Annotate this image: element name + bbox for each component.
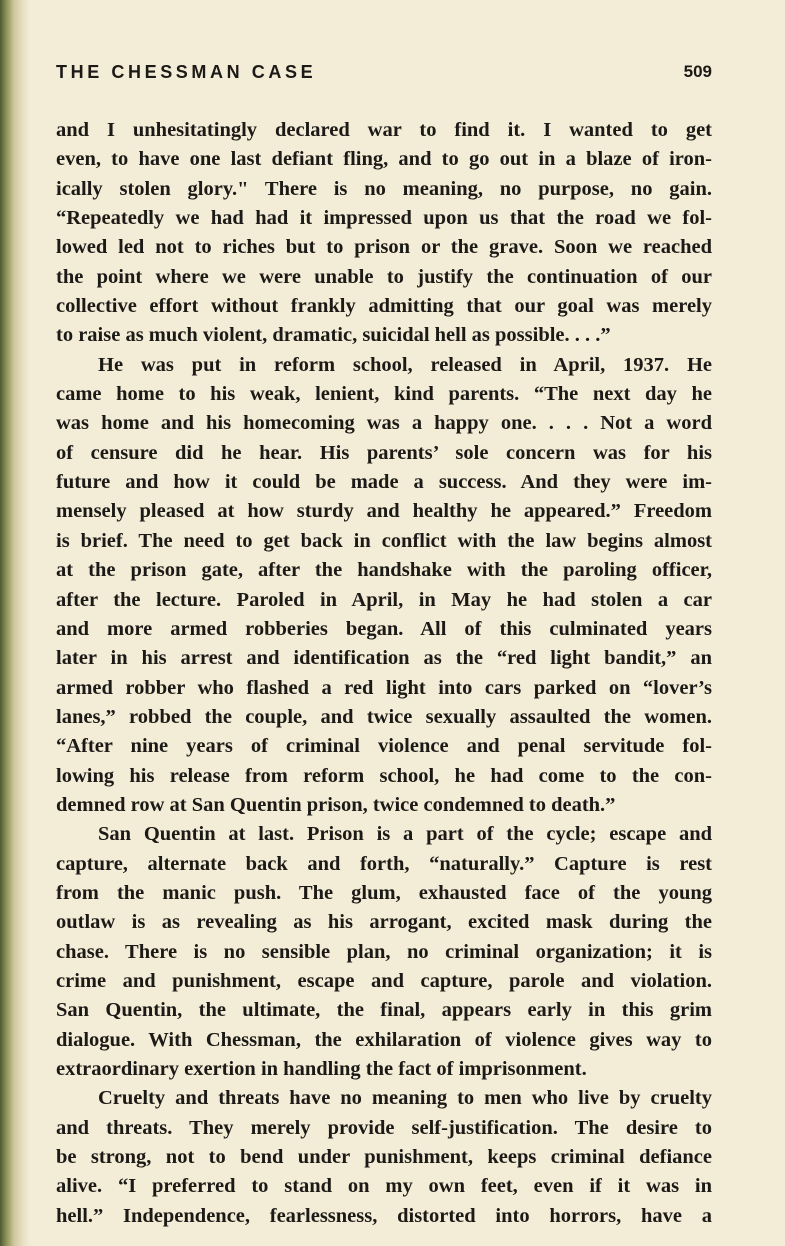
text-line: was home and his homecoming was a happy one. . . . Not a word <box>56 412 712 435</box>
text-line: “After nine years of criminal violence and penal servitude fol- <box>56 735 712 758</box>
body-text <box>56 116 712 1231</box>
text-line: is brief. The need to get back in conflict with the law begins almost <box>56 529 712 552</box>
text-line: lowed led not to riches but to prison or the grave. Soon we reached <box>56 236 712 259</box>
book-binding-edge <box>0 0 30 1246</box>
book-page <box>56 62 712 1231</box>
text-line: and threats. They merely provide self-justification. The desire to <box>56 1116 712 1139</box>
page-header <box>56 62 712 92</box>
text-line: of censure did he hear. His parents’ sole concern was for his <box>56 441 712 464</box>
text-line: collective effort without frankly admitting that our goal was merely <box>56 295 712 318</box>
page-number: 509 <box>683 62 712 81</box>
text-line: came home to his weak, lenient, kind parents. “The next day he <box>56 383 712 406</box>
text-line: from the manic push. The glum, exhausted face of the young <box>56 881 712 904</box>
text-line: armed robber who flashed a red light into cars parked on “lover’s <box>56 676 712 699</box>
text-line: chase. There is no sensible plan, no criminal organization; it is <box>56 940 712 963</box>
text-line: outlaw is as revealing as his arrogant, excited mask during the <box>56 911 712 934</box>
text-line: to raise as much violent, dramatic, suicidal hell as possible. . . .” <box>56 324 611 347</box>
text-line: and I unhesitatingly declared war to find it. I wanted to get <box>56 119 712 141</box>
text-line: ically stolen glory." There is no meaning, no purpose, no gain. <box>56 177 712 200</box>
text-line: later in his arrest and identification as the “red light bandit,” an <box>56 647 712 670</box>
text-line: crime and punishment, escape and capture, parole and violation. <box>56 969 712 992</box>
paragraph-first-line: San Quentin at last. Prison is a part of the cycle; escape and <box>98 823 712 846</box>
running-head: THE CHESSMAN CASE <box>56 62 317 82</box>
text-line: at the prison gate, after the handshake with the paroling officer, <box>56 559 712 582</box>
text-line: and more armed robberies began. All of this culminated years <box>56 617 712 640</box>
text-line: demned row at San Quentin prison, twice condemned to death.” <box>56 793 616 816</box>
text-line: mensely pleased at how sturdy and healthy he appeared.” Freedom <box>56 500 712 523</box>
text-line: capture, alternate back and forth, “naturally.” Capture is rest <box>56 852 712 875</box>
text-line: “Repeatedly we had had it impressed upon us that the road we fol- <box>56 207 712 230</box>
text-line: alive. “I preferred to stand on my own feet, even if it was in <box>56 1175 712 1198</box>
text-line: after the lecture. Paroled in April, in May he had stolen a car <box>56 588 712 611</box>
text-line: San Quentin, the ultimate, the final, appears early in this grim <box>56 999 712 1022</box>
text-line: extraordinary exertion in handling the fact of imprisonment. <box>56 1058 587 1080</box>
text-line: dialogue. With Chessman, the exhilaration of violence gives way to <box>56 1028 712 1051</box>
text-line: future and how it could be made a success. And they were im- <box>56 471 712 494</box>
text-line: be strong, not to bend under punishment, keeps criminal defiance <box>56 1146 712 1169</box>
paragraph-first-line: Cruelty and threats have no meaning to men who live by cruelty <box>98 1087 712 1110</box>
text-line: even, to have one last defiant fling, and to go out in a blaze of iron- <box>56 148 712 171</box>
text-line: lowing his release from reform school, he had come to the con- <box>56 764 712 787</box>
text-line: lanes,” robbed the couple, and twice sexually assaulted the women. <box>56 705 712 728</box>
paragraph-first-line: He was put in reform school, released in April, 1937. He <box>98 353 712 376</box>
text-line: hell.” Independence, fearlessness, distorted into horrors, have a <box>56 1204 712 1227</box>
text-line: the point where we were unable to justify the continuation of our <box>56 265 712 288</box>
